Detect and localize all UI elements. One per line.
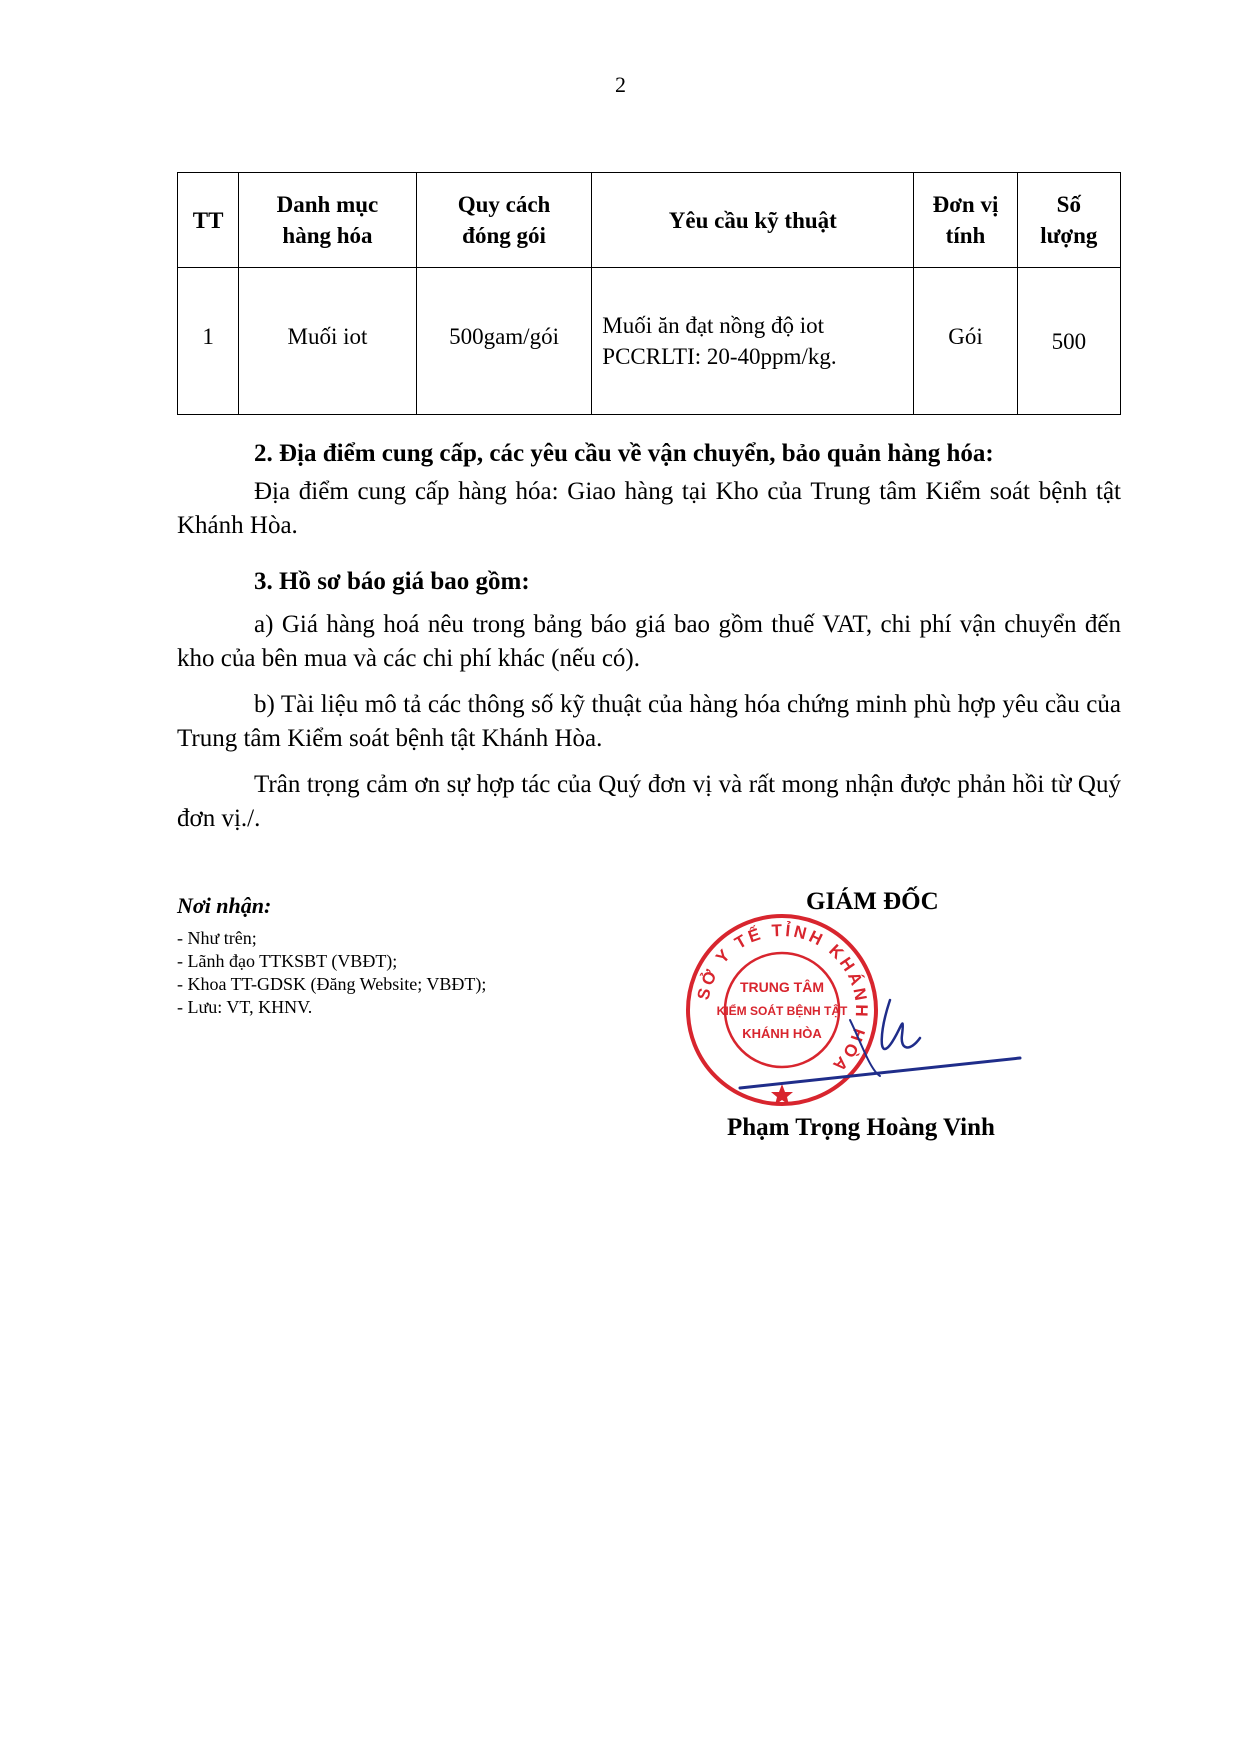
signer-name: Phạm Trọng Hoàng Vinh — [727, 1114, 995, 1141]
section-3-item-a: a) Giá hàng hoá nêu trong bảng báo giá bao gồm thuế VAT, chi phí vận chuyển đến kho của bên mua và các chi phí khác (nếu có). — [177, 611, 1121, 672]
section-3-heading: 3. Hồ sơ báo giá bao gồm: — [254, 568, 530, 595]
header-quantity: Số lượng — [1017, 173, 1120, 268]
recipients-list — [177, 927, 486, 1019]
closing-paragraph: Trân trọng cảm ơn sự hợp tác của Quý đơn vị và rất mong nhận được phản hồi từ Quý đơn vị./. — [177, 771, 1121, 832]
handwritten-signature — [730, 980, 1030, 1120]
header-goods-name: Danh mục hàng hóa — [239, 173, 417, 268]
cell-quantity: 500 — [1017, 268, 1120, 415]
stamp-center-line-1: TRUNG TÂM — [740, 979, 824, 995]
page-number: 2 — [615, 72, 626, 97]
cell-technical-requirement: Muối ăn đạt nồng độ iot PCCRLTI: 20-40ppm/kg. — [592, 268, 914, 415]
table-row — [178, 268, 1121, 415]
table-header-row — [178, 173, 1121, 268]
cell-tt: 1 — [178, 268, 239, 415]
cell-packaging: 500gam/gói — [416, 268, 592, 415]
recipients-title: Nơi nhận: — [177, 893, 272, 918]
header-technical-requirement: Yêu cầu kỹ thuật — [592, 173, 914, 268]
section-2 — [177, 437, 1121, 543]
section-3 — [177, 565, 1121, 836]
section-2-text: Địa điểm cung cấp hàng hóa: Giao hàng tại Kho của Trung tâm Kiểm soát bệnh tật Khánh Hòa. — [177, 478, 1121, 539]
stamp-center-line-2: KIỂM SOÁT BỆNH TẬT — [716, 1004, 848, 1018]
list-item: - Như trên; — [177, 928, 257, 948]
list-item: - Lãnh đạo TTKSBT (VBĐT); — [177, 951, 398, 971]
header-packaging: Quy cách đóng gói — [416, 173, 592, 268]
cell-goods-name: Muối iot — [239, 268, 417, 415]
header-unit: Đơn vị tính — [914, 173, 1017, 268]
section-2-heading: 2. Địa điểm cung cấp, các yêu cầu về vận chuyển, bảo quản hàng hóa: — [254, 440, 994, 467]
stamp-ring-text: SỞ Y TẾ TỈNH KHÁNH HÒA — [693, 920, 872, 1078]
section-3-item-b: b) Tài liệu mô tả các thông số kỹ thuật của hàng hóa chứng minh phù hợp yêu cầu của Trung tâm Kiểm soát bệnh tật Khánh Hòa. — [177, 691, 1121, 752]
signer-title: GIÁM ĐỐC — [806, 888, 939, 915]
list-item: - Lưu: VT, KHNV. — [177, 997, 313, 1017]
stamp-center-line-3: KHÁNH HÒA — [742, 1026, 822, 1041]
goods-table — [177, 172, 1121, 415]
list-item: - Khoa TT-GDSK (Đăng Website; VBĐT); — [177, 974, 487, 994]
recipients-block — [177, 893, 486, 1019]
header-tt: TT — [178, 173, 239, 268]
cell-unit: Gói — [914, 268, 1017, 415]
